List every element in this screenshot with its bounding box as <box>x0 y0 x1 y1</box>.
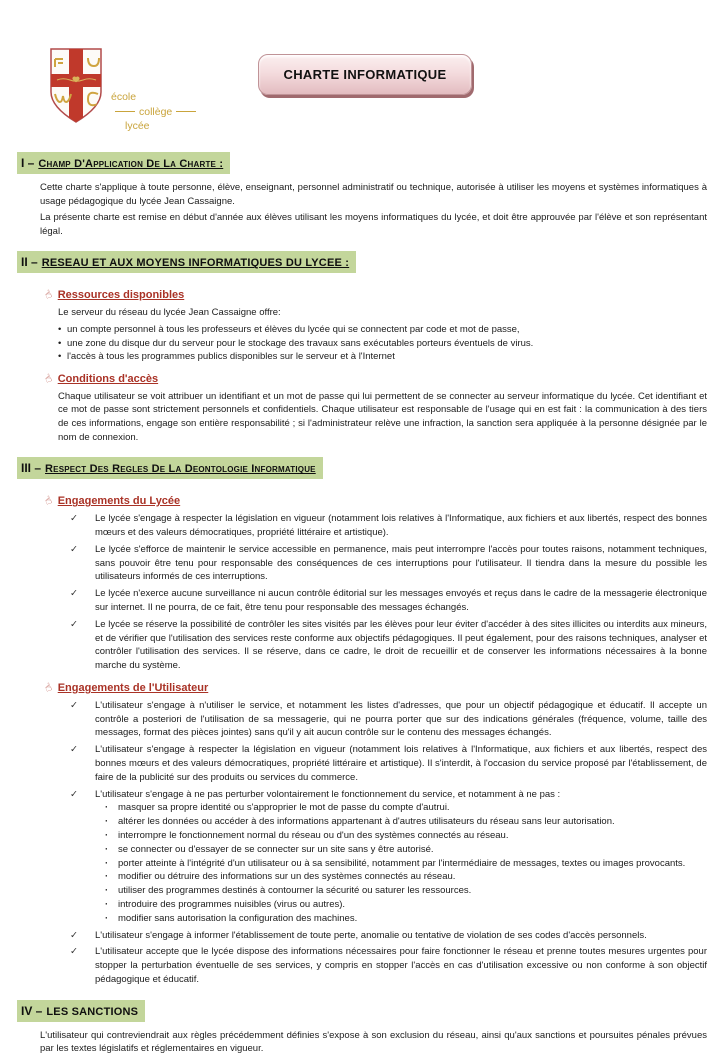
paragraph: Chaque utilisateur se voit attribuer un identifiant et un mot de passe qui lui permettent de se connecter au serveur informatique du lycée. Cet identifiant et ce mot de passe sont strictement personnels et confidentiels. Chaque utilisateur est responsable de l'usage qui en est fait : la communication à des tiers de ces informations, engage son entière responsabilité ; si l'administrateur relève une infraction, la sanction sera appliquée à la personne désignée par le nom de connexion. <box>58 390 707 443</box>
document-title: CHARTE INFORMATIQUE <box>283 67 447 82</box>
dot-icon: · <box>105 830 109 842</box>
subsection-heading <box>42 493 724 508</box>
sub-item <box>105 843 707 857</box>
bullet-icon: • <box>58 351 62 363</box>
bullet-item <box>58 350 707 364</box>
bullet-text: une zone du disque dur du serveur pour le stockage des travaux sans exécutables porteurs éventuels de virus. <box>67 337 534 349</box>
sub-item-text: masquer sa propre identité ou s'approprier le mot de passe du compte d'autrui. <box>118 802 450 814</box>
sub-item <box>105 898 707 912</box>
section-III <box>0 457 724 987</box>
dot-icon: · <box>105 843 109 855</box>
dot-icon: · <box>105 871 109 883</box>
check-icon: ✓ <box>70 699 78 711</box>
dot-icon: · <box>105 899 109 911</box>
sub-item <box>105 815 707 829</box>
page-header <box>0 0 724 150</box>
school-level-college-label: collège <box>139 105 173 118</box>
document-body <box>0 150 724 1056</box>
check-body <box>95 512 707 540</box>
sub-item-text: altérer les données ou accéder à des informations appartenant à d'autres utilisateurs du réseau sans leur autorisation. <box>118 816 615 828</box>
check-item <box>70 587 707 615</box>
school-levels <box>111 90 200 134</box>
school-crest-icon <box>45 46 107 128</box>
sub-item <box>105 857 707 871</box>
section-title: LES SANCTIONS <box>46 1005 139 1018</box>
dash-line <box>115 111 135 113</box>
check-text: L'utilisateur s'engage à respecter la législation en vigueur (notamment lois relatives à l'Informatique, aux fichiers et aux libertés, respect des bonnes mœurs et des valeurs démocratiques, propriété littéraire et artistique). Il s'interdit, à l'occasion du service proposé par l'établissement, de faire de la publicité sur des produits ou services du commerce. <box>95 744 707 783</box>
check-text: Le lycée se réserve la possibilité de contrôler les sites visités par les élèves pour leur éviter d'accéder à des sites illicites ou interdits aux mineurs, et de vérifier que l'utilisation des services reste conforme aux objectifs pédagogiques. Il peut également, pour des raisons techniques, analyser et contrôler l'utilisation des services. Il se réserve, dans ce cadre, le droit de recueillir et de conserver les informations nécessaires à la bonne marche du système. <box>95 618 707 672</box>
check-item <box>70 788 707 926</box>
check-body <box>95 618 707 673</box>
paragraph: Cette charte s'applique à toute personne, élève, enseignant, personnel administratif ou technique, autorisée à utiliser les moyens et systèmes informatiques à usage pédagogique du lycée Jean Cassaigne. <box>40 182 707 207</box>
sub-item-text: modifier sans autorisation la configuration des machines. <box>118 912 358 924</box>
check-text: Le lycée s'engage à respecter la législation en vigueur (notamment lois relatives à l'Informatique, aux fichiers et aux libertés, respect des bonnes mœurs et des valeurs démocratiques, propriété littéraire et artistique). <box>95 513 707 538</box>
sub-item <box>105 870 707 884</box>
subsection-title: Engagements du Lycée <box>57 495 181 508</box>
hand-pointer-icon: ☝ <box>42 493 54 508</box>
section-IV <box>0 1000 724 1056</box>
subsection-title: Engagements de l'Utilisateur <box>57 681 209 694</box>
section-title: Respect Des Regles De La Deontologie Informatique <box>45 463 316 476</box>
check-icon: ✓ <box>70 744 78 756</box>
check-item <box>70 618 707 673</box>
dot-icon: · <box>105 816 109 828</box>
hand-pointer-icon: ☝ <box>42 370 54 386</box>
paragraph: L'utilisateur qui contreviendrait aux règles précédemment définies s'expose à son exclusion du réseau, ainsi qu'aux sanctions et poursuites pénales prévues par les textes législatifs et réglementaires en vigueur. <box>40 1029 707 1055</box>
dot-icon: · <box>105 802 109 814</box>
check-icon: ✓ <box>70 929 78 941</box>
section-heading <box>17 251 356 273</box>
subsection-title: Conditions d'accès <box>57 372 159 385</box>
sub-item <box>105 912 707 926</box>
check-body <box>95 929 707 943</box>
section-title: RESEAU ET AUX MOYENS INFORMATIQUES DU LYCEE : <box>41 257 350 270</box>
check-body <box>95 743 707 784</box>
bullet-text: l'accès à tous les programmes publics disponibles sur le serveur et à l'Internet <box>67 351 395 363</box>
sub-item-text: utiliser des programmes destinés à contourner la sécurité ou saturer les ressources. <box>118 885 472 897</box>
paragraph: Le serveur du réseau du lycée Jean Cassaigne offre: <box>58 307 281 319</box>
school-level-college <box>111 105 200 120</box>
bullet-item <box>58 323 707 337</box>
school-level-ecole: école <box>111 91 137 103</box>
bullet-icon: • <box>58 337 62 349</box>
section-numeral: II – <box>21 255 38 270</box>
check-icon: ✓ <box>70 946 78 958</box>
bullet-text: un compte personnel à tous les professeurs et élèves du lycée qui se connectent par code et mot de passe, <box>67 323 520 335</box>
sub-item-text: introduire des programmes nuisibles (virus ou autres). <box>118 899 346 911</box>
sub-item-text: se connecter ou d'essayer de se connecter sur un site sans y être autorisé. <box>118 843 434 855</box>
section-heading <box>17 152 230 174</box>
section-numeral: IV – <box>21 1003 43 1018</box>
section-numeral: I – <box>21 156 35 170</box>
sub-item <box>105 801 707 815</box>
bullet-list <box>58 323 707 364</box>
subsection-title: Ressources disponibles <box>57 289 185 302</box>
check-item <box>70 743 707 784</box>
section-heading <box>17 1000 145 1022</box>
check-icon: ✓ <box>70 618 78 630</box>
check-body <box>95 699 707 740</box>
subsection-heading <box>42 370 724 386</box>
check-item <box>70 543 707 584</box>
sub-item <box>105 829 707 843</box>
check-body <box>95 543 707 584</box>
check-text: Le lycée s'efforce de maintenir le service accessible en permanence, mais peut interrompre l'accès pour toutes raisons, notamment techniques, sans pouvoir être tenu pour responsable des conséquences de ces interruptions pour l'utilisateur. Il tiendra dans la mesure du possible les utilisateurs informés de ces interruptions. <box>95 543 707 583</box>
section-title: Champ D'Application De La Charte : <box>38 158 224 170</box>
hand-pointer-icon: ☝ <box>42 287 54 303</box>
check-item <box>70 512 707 540</box>
check-text: Le lycée n'exerce aucune surveillance ni aucun contrôle éditorial sur les messages envoyés et reçus dans le cadre de la messagerie électronique sur internet. Il ne pourra, de ce fait, être tenu pour responsable des messages échangés. <box>95 588 707 613</box>
sub-item <box>105 884 707 898</box>
check-text: L'utilisateur s'engage à n'utiliser le service, et notamment les listes d'adresses, que pour un objectif pédagogique et éducatif. Il accepte un contrôle a posteriori de l'utilisation de sa messagerie, qui ne pourra porter que sur des indications générales (fréquence, volume, taille des messages, format des pièces jointes) sans qu'il y ait aucun contrôle sur le contenu des messages échangés. <box>95 699 707 739</box>
section-heading <box>17 457 323 479</box>
bullet-icon: • <box>58 323 62 335</box>
section-I <box>0 152 724 238</box>
subsection-heading <box>42 680 724 695</box>
check-text: L'utilisateur s'engage à ne pas perturber volontairement le fonctionnement du service, et notamment à ne pas : <box>95 788 561 800</box>
check-text: L'utilisateur accepte que le lycée dispose des informations nécessaires pour faire fonctionner le réseau et prenne toutes mesures urgentes pour stopper la perturbation éventuelle de ses services, y compris en stopper l'accès en cas d'utilisation excessive ou non conforme à son objectif pédagogique et éducatif. <box>95 946 707 986</box>
check-item <box>70 699 707 740</box>
charte-banner <box>258 54 472 95</box>
section-II <box>0 251 724 444</box>
school-level-lycee: lycée <box>125 120 150 132</box>
dot-icon: · <box>105 885 109 897</box>
subsection-heading <box>42 287 724 303</box>
bullet-item <box>58 337 707 351</box>
check-body <box>95 945 707 986</box>
check-text: L'utilisateur s'engage à informer l'établissement de toute perte, anomalie ou tentative de violation de ses codes d'accès personnels. <box>95 929 647 941</box>
sub-item-text: porter atteinte à l'intégrité d'un utilisateur ou à sa sensibilité, notamment par l'intermédiaire de messages, textes ou images provocants. <box>118 857 686 869</box>
check-icon: ✓ <box>70 513 78 525</box>
check-item <box>70 929 707 943</box>
hand-pointer-icon: ☝ <box>42 680 54 695</box>
dot-icon: · <box>105 857 109 869</box>
section-numeral: III – <box>21 461 42 476</box>
sub-item-text: modifier ou détruire des informations sur un des systèmes connectés au réseau. <box>118 871 456 883</box>
check-icon: ✓ <box>70 788 78 800</box>
check-item <box>70 945 707 986</box>
check-icon: ✓ <box>70 543 78 555</box>
check-body <box>95 788 707 926</box>
check-icon: ✓ <box>70 588 78 600</box>
sub-item-text: interrompre le fonctionnement normal du réseau ou d'un des systèmes connectés au réseau. <box>118 830 509 842</box>
paragraph: La présente charte est remise en début d'année aux élèves utilisant les moyens informatiques du lycée, et doit être approuvée par l'élève et son représentant légal. <box>40 212 707 237</box>
school-logo <box>45 46 200 134</box>
dot-icon: · <box>105 912 109 924</box>
check-body <box>95 587 707 615</box>
dash-line <box>176 111 196 113</box>
